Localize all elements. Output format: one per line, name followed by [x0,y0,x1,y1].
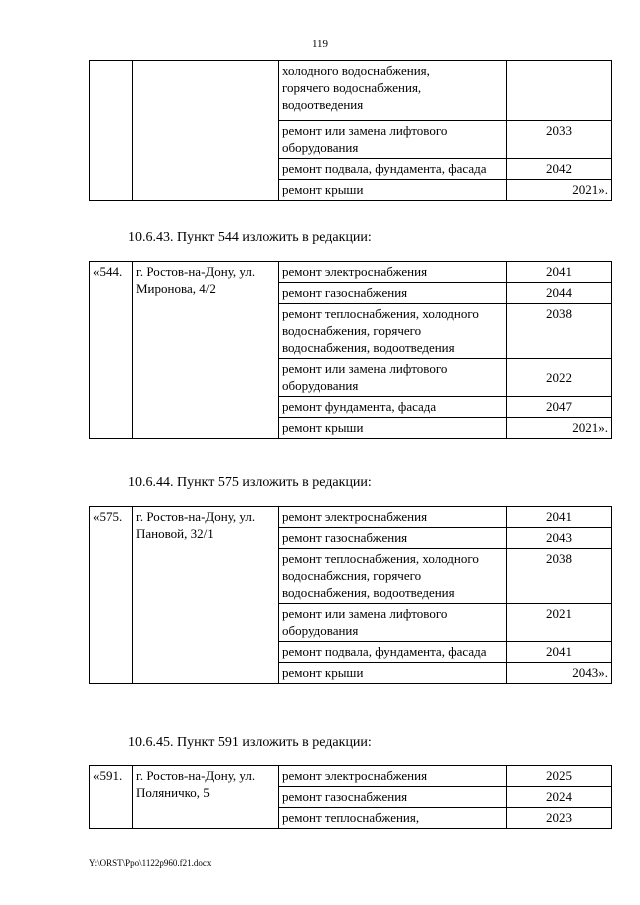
address-cell: г. Ростов-на-Дону, ул. Миронова, 4/2 [133,262,279,439]
year-cell: 2041 [507,507,612,528]
year-cell: 2022 [507,359,612,397]
section-heading: 10.6.44. Пункт 575 изложить в редакции: [128,475,372,490]
item-number-cell: «591. [90,766,133,829]
work-type-cell: ремонт газоснабжения [279,283,507,304]
work-type-cell: ремонт электроснабжения [279,262,507,283]
year-cell: 2023 [507,808,612,829]
work-type-cell: ремонт подвала, фундамента, фасада [279,159,507,180]
item-number-cell: «544. [90,262,133,439]
work-type-cell: ремонт теплоснабжения, [279,808,507,829]
repair-table-544 [89,261,612,439]
year-cell: 2021». [507,418,612,439]
item-number-cell [90,61,133,201]
work-type-cell: ремонт газоснабжения [279,787,507,808]
work-type-cell: ремонт теплоснабжения, холодного водоснабжсния, горячего водоснабжения, водоотведения [279,549,507,604]
table-row [90,507,612,528]
table-row [90,766,612,787]
item-number-cell: «575. [90,507,133,684]
year-cell: 2025 [507,766,612,787]
repair-table-575 [89,506,612,684]
year-cell: 2043 [507,528,612,549]
year-cell: 2047 [507,397,612,418]
work-type-cell: ремонт подвала, фундамента, фасада [279,642,507,663]
table-row [90,262,612,283]
repair-table-continued [89,60,612,201]
address-cell: г. Ростов-на-Дону, ул. Поляничко, 5 [133,766,279,829]
year-cell: 2021». [507,180,612,201]
year-cell: 2038 [507,304,612,359]
year-cell: 2044 [507,283,612,304]
work-type-cell: ремонт газоснабжения [279,528,507,549]
page-number: 119 [311,38,329,50]
year-cell: 2033 [507,121,612,159]
work-type-cell: ремонт или замена лифтового оборудования [279,121,507,159]
work-type-cell: ремонт крыши [279,663,507,684]
year-cell: 2038 [507,549,612,604]
year-cell: 2024 [507,787,612,808]
section-heading: 10.6.45. Пункт 591 изложить в редакции: [128,735,372,750]
year-cell: 2043». [507,663,612,684]
work-type-cell: ремонт крыши [279,180,507,201]
work-type-cell: ремонт крыши [279,418,507,439]
section-heading: 10.6.43. Пункт 544 изложить в редакции: [128,230,372,245]
work-type-cell: холодного водоснабжения, горячего водоснабжения, водоотведения [279,61,507,121]
repair-table-591 [89,765,612,829]
work-type-cell: ремонт теплоснабжения, холодного водоснабжения, горячего водоснабжения, водоотведения [279,304,507,359]
address-cell: г. Ростов-на-Дону, ул. Пановой, 32/1 [133,507,279,684]
year-cell: 2042 [507,159,612,180]
work-type-cell: ремонт или замена лифтового оборудования [279,359,507,397]
address-cell [133,61,279,201]
work-type-cell: ремонт фундамента, фасада [279,397,507,418]
year-cell: 2041 [507,262,612,283]
year-cell: 2041 [507,642,612,663]
year-cell: 2021 [507,604,612,642]
work-type-cell: ремонт электроснабжения [279,507,507,528]
work-type-cell: ремонт или замена лифтового оборудования [279,604,507,642]
table-row [90,61,612,121]
file-path-footer: Y:\ORST\Ppo\1122p960.f21.docx [89,858,212,868]
work-type-cell: ремонт электроснабжения [279,766,507,787]
year-cell [507,61,612,121]
